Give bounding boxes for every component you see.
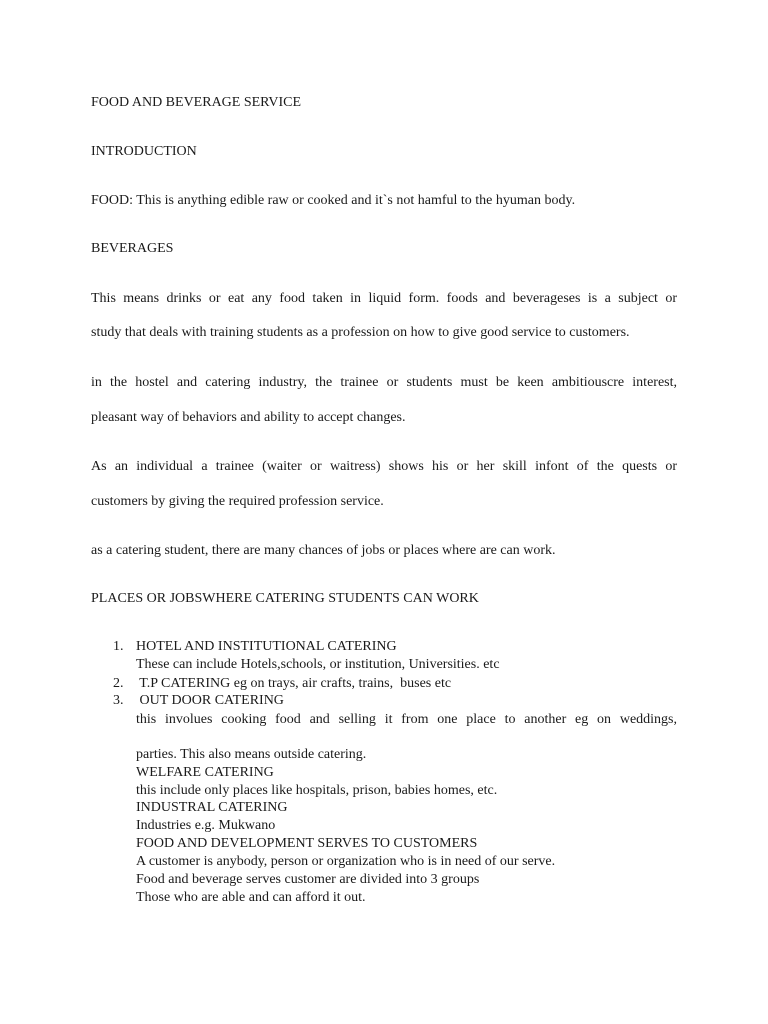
- industrial-catering-description: Industries e.g. Mukwano: [136, 818, 276, 833]
- paragraph-4: as a catering student, there are many chances of jobs or places where are can work.: [91, 543, 556, 558]
- customer-definition: A customer is anybody, person or organization who is in need of our serve.: [136, 854, 556, 869]
- customer-groups-line: Food and beverage serves customer are divided into 3 groups: [136, 872, 480, 887]
- introduction-heading: INTRODUCTION: [91, 144, 197, 159]
- paragraph-3-line-2: customers by giving the required profession service.: [91, 494, 384, 509]
- list-item-3-description-line-1: this involues cooking food and selling it from one place to another eg on weddings,: [136, 712, 677, 727]
- paragraph-3-line-1: As an individual a trainee (waiter or waitress) shows his or her skill infont of the quests or: [91, 459, 677, 474]
- industrial-catering-title: INDUSTRAL CATERING: [136, 800, 288, 815]
- list-number-1: 1.: [113, 639, 124, 654]
- afford-line: Those who are able and can afford it out.: [136, 890, 366, 905]
- places-heading: PLACES OR JOBSWHERE CATERING STUDENTS CAN WORK: [91, 591, 479, 606]
- list-item-2-title: T.P CATERING eg on trays, air crafts, trains, buses etc: [136, 676, 452, 691]
- list-item-1-description: These can include Hotels,schools, or institution, Universities. etc: [136, 657, 500, 672]
- paragraph-2-line-2: pleasant way of behaviors and ability to accept changes.: [91, 410, 406, 425]
- paragraph-1-line-2: study that deals with training students as a profession on how to give good service to customers.: [91, 325, 630, 340]
- list-item-1-title: HOTEL AND INSTITUTIONAL CATERING: [136, 639, 397, 654]
- paragraph-1-line-1: This means drinks or eat any food taken in liquid form. foods and beverageses is a subject or: [91, 291, 677, 306]
- list-item-3-description-line-2: parties. This also means outside catering.: [136, 747, 367, 762]
- welfare-catering-description: this include only places like hospitals, prison, babies homes, etc.: [136, 783, 498, 798]
- list-number-3: 3.: [113, 693, 124, 708]
- list-number-2: 2.: [113, 676, 124, 691]
- beverages-heading: BEVERAGES: [91, 241, 174, 256]
- food-definition: FOOD: This is anything edible raw or cooked and it`s not hamful to the hyuman body.: [91, 193, 576, 208]
- list-item-3-title: OUT DOOR CATERING: [136, 693, 284, 708]
- document-title: FOOD AND BEVERAGE SERVICE: [91, 95, 302, 110]
- paragraph-2-line-1: in the hostel and catering industry, the trainee or students must be keen ambitiouscre interest,: [91, 375, 677, 390]
- welfare-catering-title: WELFARE CATERING: [136, 765, 274, 780]
- food-development-title: FOOD AND DEVELOPMENT SERVES TO CUSTOMERS: [136, 836, 478, 851]
